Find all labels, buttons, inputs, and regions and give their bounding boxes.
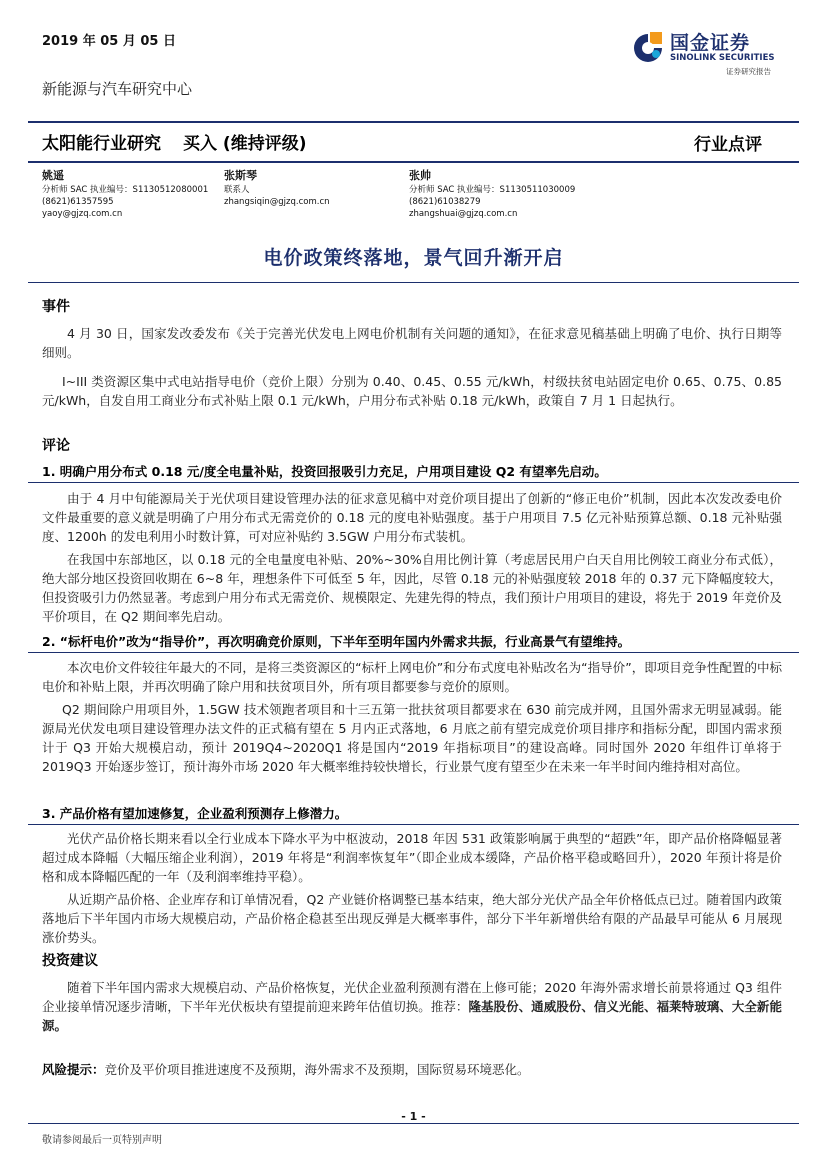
analyst-email[interactable]: zhangsiqin@gjzq.com.cn	[224, 197, 330, 207]
analyst-name: 张帅	[409, 169, 431, 182]
logo-name: 国金证券	[670, 32, 751, 54]
section-heading-event: 事件	[42, 299, 70, 315]
comment-s2-paragraph-1: 本次电价文件较往年最大的不同，是将三类资源区的“标杆上网电价”和分布式度电补贴改名为“指导价”，即项目竞争性配置的中标电价和补贴上限，并再次明确了除户用和扶贫项目外，所有项目都要参与竞价的原则。	[42, 660, 782, 694]
report-category: 行业点评	[694, 135, 762, 155]
risk-text: 竞价及平价项目推进速度不及预期，海外需求不及预期，国际贸易环境恶化。	[104, 1062, 530, 1077]
analyst-card	[42, 170, 208, 220]
risk-note	[42, 1060, 530, 1078]
subsection-title-1: 1. 明确户用分布式 0.18 元/度全电量补贴，投资回报吸引力充足，户用项目建设 Q2 有望率先启动。	[42, 464, 607, 479]
analyst-sac: 分析师 SAC 执业编号：S1130511030009	[409, 185, 576, 195]
section-heading-comment: 评论	[42, 438, 70, 454]
analyst-sac: 分析师 SAC 执业编号：S1130512080001	[42, 185, 209, 195]
risk-label: 风险提示：	[42, 1062, 105, 1077]
header-rule	[28, 121, 799, 123]
title-rule	[28, 282, 799, 283]
subsection-rule	[28, 482, 799, 483]
analyst-email[interactable]: yaoy@gjzq.com.cn	[42, 209, 123, 219]
stock-picks: 隆基股份、通威股份、信义光能、福莱特玻璃、大全新能源。	[42, 999, 782, 1033]
event-paragraph-1: 4 月 30 日，国家发改委发布《关于完善光伏发电上网电价机制有关问题的通知》，在征求意见稿基础上明确了电价、执行日期等细则。	[42, 326, 782, 360]
analyst-card	[409, 170, 575, 220]
company-logo	[630, 26, 800, 78]
comment-s2-paragraph-2: Q2 期间除户用项目外，1.5GW 技术领跑者项目和十三五第一批扶贫项目都要求在 630 前完成并网，且国外需求无明显减弱。能源局光伏发电项目建设管理办法文件的正式稿有望在 5 月内正式落地，6 月底之前有望完成竞价项目排序和指标分配，即国内需求预计于 Q3 开始大规模启动，预计 2019Q4~2020Q1 将是国内“2019 年指标项目”的建设高峰。同时国外 2020 年组件订单将于 2019Q3 开始逐步签订，预计海外市场 2020 年大概率维持较快增长，行业景气度有望至少在未来一年半时间内维持相对高位。	[42, 702, 782, 774]
comment-s1-paragraph-1: 由于 4 月中旬能源局关于光伏项目建设管理办法的征求意见稿中对竞价项目提出了创新的“修正电价”机制，因此本次发改委电价文件最重要的意义就是明确了户用分布式无需竞价的 0.18 元的度电补贴强度。基于户用项目 7.5 亿元补贴预算总额、0.18 元补贴强度、1200h 的发电利用小时数计算，可对应补贴约 3.5GW 户用分布式装机。	[42, 491, 782, 544]
footer-rule	[28, 1123, 799, 1124]
comment-s1-paragraph-2: 在我国中东部地区，以 0.18 元的全电量度电补贴、20%~30%自用比例计算（考虑居民用户白天自用比例较工商业分布式低），绝大部分地区投资回收期在 6~8 年，理想条件下可低至 5 年，因此，尽管 0.18 元的补贴强度较 2018 年的 0.37 元下降幅度较大，但投资吸引力仍然显著。考虑到户用分布式无需竞价、规模限定、先建先得的特点，我们预计户用项目的建设，将先于 2019 年竞价及平价项目，在 Q2 期间率先启动。	[42, 552, 782, 624]
industry-title: 太阳能行业研究	[42, 134, 161, 154]
report-date: 2019 年 05 月 05 日	[42, 34, 176, 49]
analyst-name: 张斯琴	[224, 169, 257, 182]
analyst-email[interactable]: zhangshuai@gjzq.com.cn	[409, 209, 518, 219]
footer-note: 敬请参阅最后一页特别声明	[42, 1135, 162, 1146]
comment-s3-paragraph-1: 光伏产品价格长期来看以全行业成本下降水平为中枢波动，2018 年因 531 政策影响属于典型的“超跌”年，即产品价格降幅显著超过成本降幅（大幅压缩企业利润），2019 年将是“利润率恢复年”（即企业成本缓降，产品价格平稳或略回升），2020 年预计将是价格和成本降幅匹配的一年（及利润率维持平稳）。	[42, 831, 782, 884]
comment-s3-paragraph-2: 从近期产品价格、企业库存和订单情况看，Q2 产业链价格调整已基本结束，绝大部分光伏产品全年价格低点已过。随着国内政策落地后下半年国内市场大规模启动，产品价格企稳甚至出现反弹是大概率事件，部分下半年新增供给有限的产品最早可能从 6 月展现涨价势头。	[42, 892, 782, 945]
logo-en: SINOLINK SECURITIES	[670, 53, 775, 63]
subsection-rule	[28, 652, 799, 653]
section-heading-advice: 投资建议	[42, 953, 98, 969]
logo-mark-icon	[630, 30, 666, 70]
logo-sub: 证券研究报告	[726, 67, 771, 76]
analyst-role: 联系人	[224, 185, 250, 195]
subsection-rule	[28, 824, 799, 825]
analyst-phone: (8621)61357595	[42, 197, 114, 207]
research-center: 新能源与汽车研究中心	[42, 80, 193, 98]
rating: 买入 (维持评级)	[183, 134, 307, 154]
report-title: 电价政策终落地，景气回升渐开启	[263, 247, 564, 269]
advice-paragraph	[42, 978, 782, 1035]
subsection-title-3: 3. 产品价格有望加速修复，企业盈利预测存上修潜力。	[42, 806, 348, 821]
industry-headline	[42, 129, 306, 154]
analyst-name: 姚遥	[42, 169, 64, 182]
page-number: - 1 -	[401, 1110, 426, 1123]
subsection-title-2: 2. “标杆电价”改为“指导价”，再次明确竞价原则，下半年至明年国内外需求共振，行业高景气有望维持。	[42, 634, 631, 649]
analyst-phone: (8621)61038279	[409, 197, 481, 207]
advice-text: 随着下半年国内需求大规模启动、产品价格恢复，光伏企业盈利预测有潜在上修可能；2020 年海外需求增长前景将通过 Q3 组件企业接单情况逐步清晰，下半年光伏板块有望提前迎来跨年估值切换。推荐：	[42, 980, 782, 1014]
analyst-card	[224, 170, 330, 208]
event-paragraph-2: I~III 类资源区集中式电站指导电价（竞价上限）分别为 0.40、0.45、0.55 元/kWh，村级扶贫电站固定电价 0.65、0.75、0.85 元/kWh，自发自用工商业分布式补贴上限 0.1 元/kWh，户用分布式补贴 0.18 元/kWh，政策自 7 月 1 日起执行。	[42, 374, 782, 408]
header-rule-2	[28, 161, 799, 163]
